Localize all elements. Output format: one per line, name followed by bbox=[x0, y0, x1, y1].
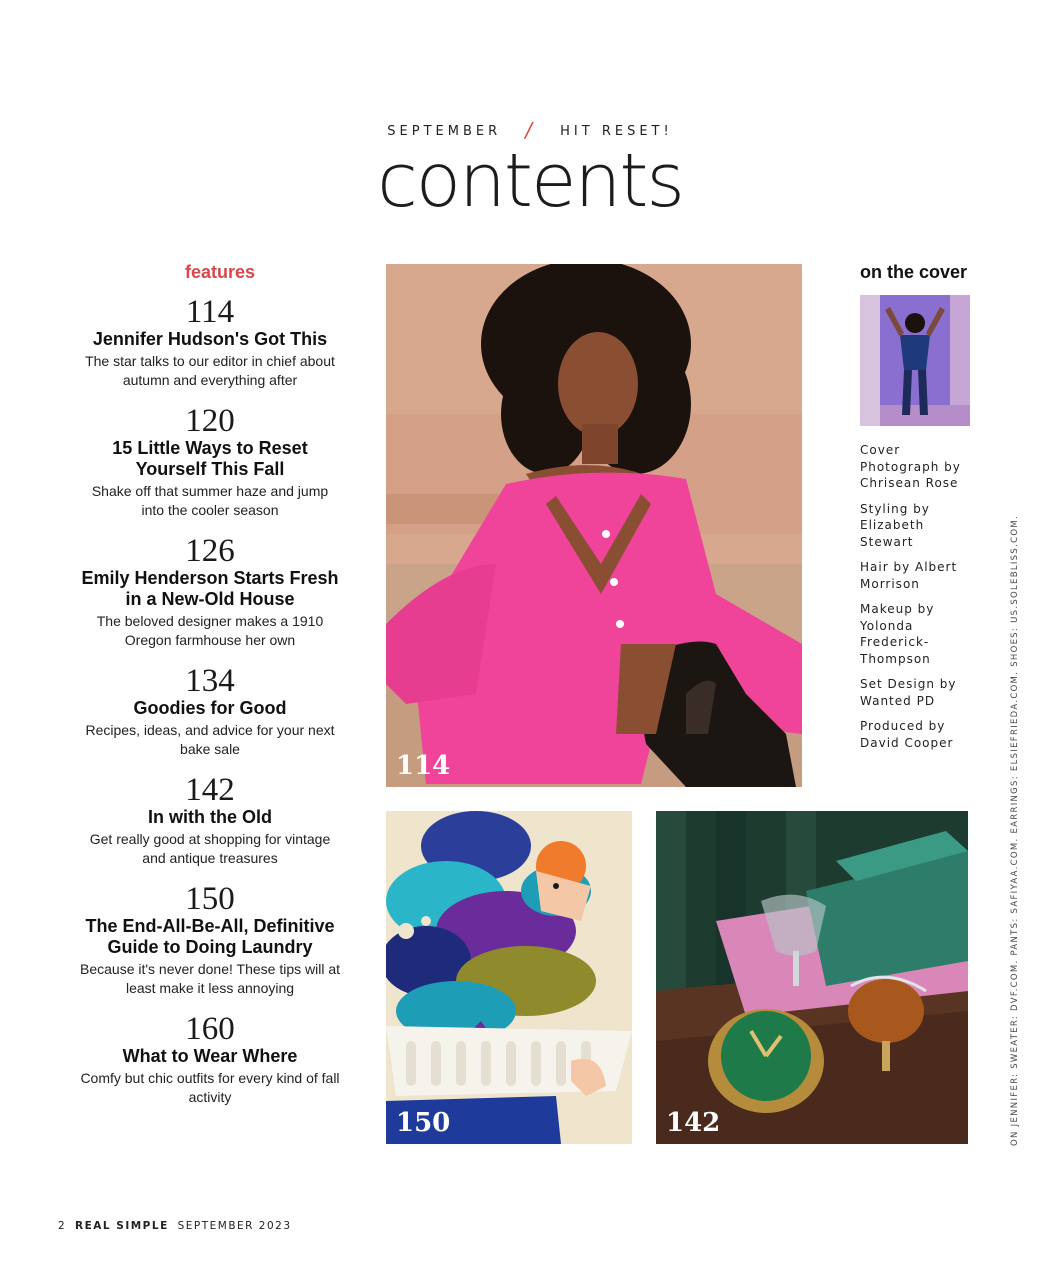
feature-page-number: 160 bbox=[185, 1011, 235, 1047]
feature-item[interactable] bbox=[80, 404, 340, 520]
feature-item[interactable] bbox=[80, 1012, 340, 1107]
feature-title: In with the Old bbox=[148, 807, 272, 827]
portrait-illustration bbox=[386, 264, 802, 787]
feature-item[interactable] bbox=[80, 295, 340, 390]
kicker-theme: HIT RESET! bbox=[560, 124, 673, 139]
page-title: contents bbox=[377, 138, 683, 224]
laundry-illustration bbox=[386, 811, 632, 1144]
feature-item[interactable] bbox=[80, 773, 340, 868]
feature-title: Goodies for Good bbox=[133, 698, 287, 718]
feature-description: The beloved designer makes a 1910 Oregon farmhouse her own bbox=[96, 613, 324, 648]
feature-description: Shake off that summer haze and jump into the cooler season bbox=[91, 483, 329, 518]
footer-page-number: 2 bbox=[58, 1220, 67, 1232]
feature-page-number: 126 bbox=[185, 533, 235, 569]
cover-credits bbox=[860, 442, 990, 751]
feature-illustration-laundry[interactable] bbox=[386, 811, 632, 1144]
feature-title: What to Wear Where bbox=[122, 1046, 298, 1066]
feature-page-number: 142 bbox=[185, 772, 235, 808]
feature-page-number: 134 bbox=[185, 663, 235, 699]
cover-credit: Styling by Elizabeth Stewart bbox=[860, 501, 930, 549]
section-kicker bbox=[0, 116, 1060, 140]
photo-page-badge: 114 bbox=[396, 751, 451, 781]
feature-description: Get really good at shopping for vintage and antique treasures bbox=[89, 831, 331, 866]
cover-heading: on the cover bbox=[860, 262, 968, 282]
cover-credit: Hair by Albert Morrison bbox=[860, 560, 958, 591]
cover-credit: Produced by David Cooper bbox=[860, 719, 954, 750]
features-list bbox=[80, 262, 340, 1121]
cover-credit: Cover Photograph by Chrisean Rose bbox=[860, 443, 961, 490]
features-heading: features bbox=[184, 262, 256, 282]
footer-magazine-name: REAL SIMPLE bbox=[75, 1220, 169, 1232]
photo-page-badge: 142 bbox=[666, 1108, 721, 1138]
feature-title: 15 Little Ways to Reset Yourself This Fall bbox=[112, 438, 308, 479]
cover-thumbnail[interactable] bbox=[860, 295, 970, 426]
cover-figure bbox=[860, 295, 970, 426]
feature-description: Because it's never done! These tips will at least make it less annoying bbox=[80, 961, 340, 996]
feature-description: Recipes, ideas, and advice for your next bake sale bbox=[85, 722, 335, 757]
feature-page-number: 150 bbox=[185, 881, 235, 917]
kicker-month: SEPTEMBER bbox=[387, 124, 502, 139]
feature-title: The End-All-Be-All, Definitive Guide to Doing Laundry bbox=[85, 916, 335, 957]
feature-page-number: 114 bbox=[185, 294, 235, 330]
feature-title: Jennifer Hudson's Got This bbox=[92, 329, 328, 349]
feature-photo-vintage[interactable] bbox=[656, 811, 968, 1144]
page-footer bbox=[58, 1220, 292, 1232]
feature-description: Comfy but chic outfits for every kind of fall activity bbox=[80, 1070, 340, 1105]
wardrobe-credit: ON JENNIFER: SWEATER: DVF.COM. PANTS: SAFIYAA.COM. EARRINGS: ELSIEFRIEDA.COM. SHOES: US.SOLEBLISS.COM. bbox=[1010, 515, 1020, 1146]
feature-item[interactable] bbox=[80, 664, 340, 759]
feature-page-number: 120 bbox=[185, 403, 235, 439]
feature-title: Emily Henderson Starts Fresh in a New-Old House bbox=[81, 568, 339, 609]
feature-description: The star talks to our editor in chief about autumn and everything after bbox=[85, 353, 335, 388]
feature-item[interactable] bbox=[80, 882, 340, 998]
kicker-divider: / bbox=[525, 118, 533, 142]
on-the-cover bbox=[860, 262, 990, 760]
feature-photo-jennifer-hudson[interactable] bbox=[386, 264, 802, 787]
vintage-still-life bbox=[656, 811, 968, 1144]
photo-page-badge: 150 bbox=[396, 1108, 451, 1138]
feature-item[interactable] bbox=[80, 534, 340, 650]
cover-credit: Set Design by Wanted PD bbox=[860, 677, 957, 708]
cover-credit: Makeup by Yolonda Frederick- Thompson bbox=[860, 602, 935, 666]
footer-issue: SEPTEMBER 2023 bbox=[177, 1220, 292, 1232]
